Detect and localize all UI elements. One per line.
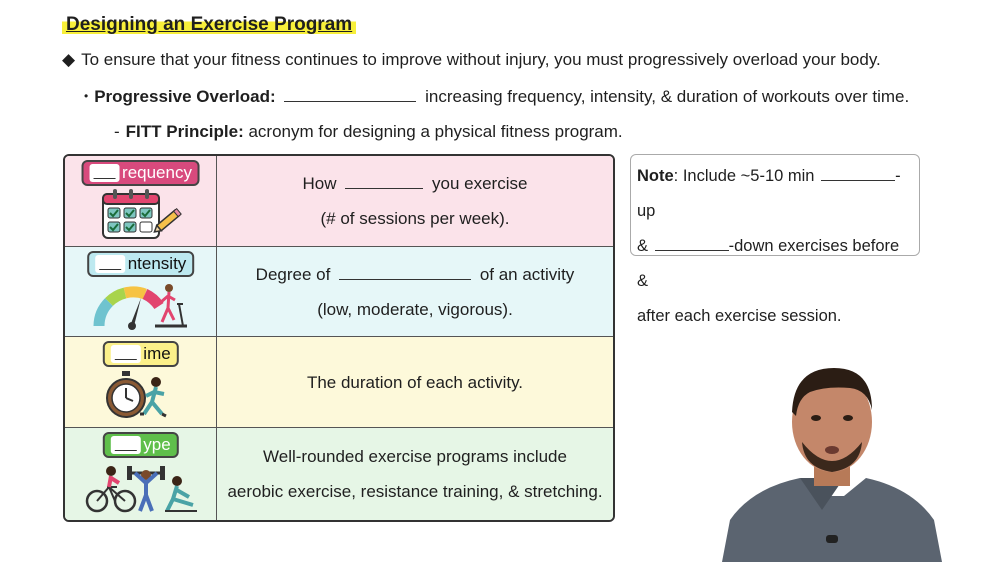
bullet-3 [114,122,623,142]
time-tag [102,341,178,367]
time-tag-text: ime [143,344,171,363]
treadmill-gauge-icon [65,277,216,334]
stopwatch-runner-icon [65,367,216,425]
note-line-2-pre: & [637,237,649,255]
note-line-3: after each exercise session. [637,307,842,325]
bullet-1 [62,50,881,70]
note-line-1 [637,159,913,229]
note-box [630,154,920,325]
note-line-1-post: -up [637,167,901,220]
presenter-video [722,360,942,562]
dot-bullet-icon: • [84,89,89,103]
time-line-1: The duration of each activity. [306,372,524,392]
progressive-overload-label: Progressive Overload: [94,87,276,106]
type-line-2: aerobic exercise, resistance training, & stretching. [227,482,603,501]
time-description [217,337,613,427]
intensity-tag [87,251,195,277]
note-line-2-post: -down exercises before & [637,237,900,290]
frequency-description [217,156,613,246]
page-title: Designing an Exercise Program [62,14,356,36]
bullet-2 [84,87,909,107]
frequency-tag-text: requency [122,163,192,182]
fitt-label-cell [65,156,217,246]
intensity-tag-text: ntensity [127,254,187,273]
fitt-row-frequency [65,156,613,247]
exercise-types-icon [65,458,216,518]
intensity-line-1 [256,257,575,292]
frequency-line-2: (# of sessions per week). [320,209,510,228]
tag-blank [110,345,140,363]
fitt-label-cell [65,337,217,427]
note-line-1-pre: : Include ~5-10 min [673,167,815,185]
note-label: Note [637,167,674,185]
frequency-tag [81,160,200,186]
blank-line [284,87,416,102]
intensity-line-2: (low, moderate, vigorous). [317,299,513,319]
fitt-row-intensity [65,247,613,337]
bullet-2-text: increasing frequency, intensity, & duration of workouts over time. [425,87,910,106]
tag-blank [89,164,119,182]
frequency-line-1-pre: How [302,174,337,193]
fitt-label-cell [65,428,217,520]
frequency-line-1-post: you exercise [432,174,528,193]
blank-line [339,265,471,280]
fitt-table [63,154,615,522]
intensity-line-1-pre: Degree of [255,264,331,284]
fitt-row-time [65,337,613,428]
note-line-2 [637,229,913,299]
fitt-label-cell [65,247,217,336]
type-description [217,428,613,520]
fitt-row-type [65,428,613,520]
type-tag-text: ype [143,435,171,454]
type-tag [102,432,178,458]
intensity-description [217,247,613,336]
blank-line [345,174,423,189]
blank-line [655,236,729,251]
intensity-line-1-post: of an activity [479,264,575,284]
calendar-icon [65,186,216,244]
bullet-3-text: acronym for designing a physical fitness program. [248,122,623,141]
bullet-1-text: To ensure that your fitness continues to improve without injury, you must progressively overload your body. [81,50,881,69]
dash-bullet-icon: - [114,122,120,141]
diamond-bullet-icon: ◆ [62,50,76,69]
tag-blank [95,255,125,273]
blank-line [821,166,895,181]
tag-blank [110,436,140,454]
type-line-1: Well-rounded exercise programs include [263,447,567,466]
fitt-principle-label: FITT Principle: [125,122,244,141]
frequency-line-1 [303,166,528,201]
